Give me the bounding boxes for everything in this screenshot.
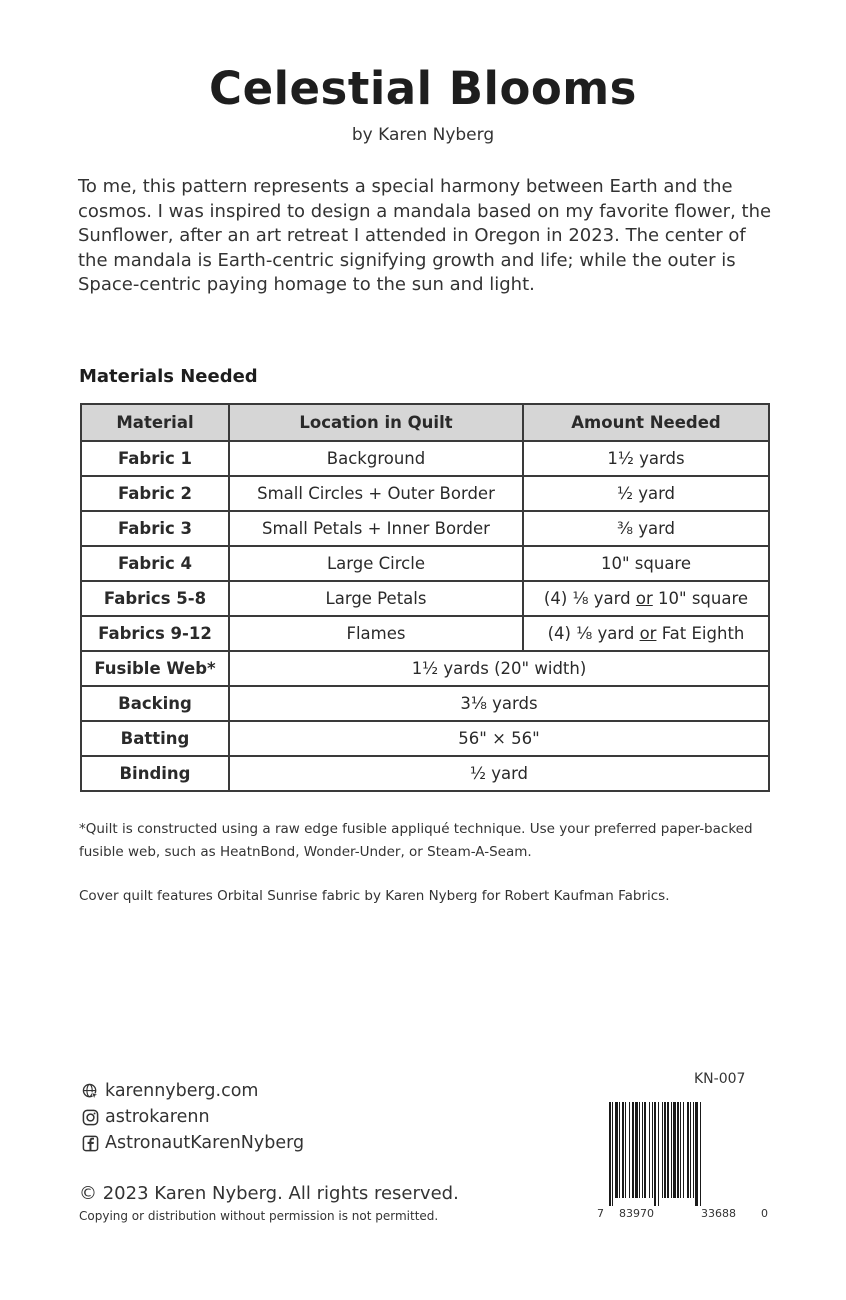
or-underlined: or (635, 589, 653, 608)
barcode-bar (609, 1102, 611, 1206)
barcode-bar (612, 1102, 613, 1206)
location-cell: Large Petals (229, 581, 523, 616)
table-row (81, 441, 769, 476)
barcode-bar (652, 1102, 653, 1198)
table-row (81, 651, 769, 686)
material-cell: Backing (81, 686, 229, 721)
copy-notice: Copying or distribution without permission is not permitted. (79, 1209, 439, 1223)
or-underlined: or (639, 624, 657, 643)
barcode-bar (693, 1102, 694, 1198)
table-row (81, 581, 769, 616)
facebook-icon (82, 1135, 99, 1152)
combined-cell: 1½ yards (20" width) (229, 651, 769, 686)
instagram-link[interactable] (82, 1104, 304, 1130)
combined-cell: 3⅛ yards (229, 686, 769, 721)
barcode-digit: 0 (761, 1207, 768, 1220)
table-row (81, 546, 769, 581)
amount-cell: 10" square (523, 546, 769, 581)
barcode-bar (667, 1102, 669, 1198)
facebook-text: AstronautKarenNyberg (105, 1133, 305, 1153)
intro-paragraph: To me, this pattern represents a special harmony between Earth and the cosmos. I was inspired to design a mandala based on my favorite flower, the Sunflower, after an art retreat I attended in Oregon in 2023. The center of the mandala is Earth-centric signifying growth and life; while the outer is Space-centric paying homage to the sun and light. (78, 176, 772, 295)
table-row (81, 756, 769, 791)
barcode-bar (671, 1102, 672, 1198)
barcode-bar (642, 1102, 643, 1198)
barcode-bar (687, 1102, 689, 1198)
instagram-text: astrokarenn (105, 1107, 210, 1127)
location-cell: Large Circle (229, 546, 523, 581)
table-row (81, 686, 769, 721)
barcode-bar (700, 1102, 701, 1206)
table-row (81, 476, 769, 511)
material-cell: Fabric 3 (81, 511, 229, 546)
social-links (82, 1078, 304, 1156)
materials-heading: Materials Needed (79, 366, 258, 387)
pattern-title: Celestial Blooms (209, 62, 637, 115)
material-cell: Fabric 2 (81, 476, 229, 511)
combined-cell: 56" × 56" (229, 721, 769, 756)
amount-cell: ½ yard (523, 476, 769, 511)
materials-table (80, 403, 770, 792)
table-row (81, 511, 769, 546)
amount-cell: 1½ yards (523, 441, 769, 476)
barcode-digit: 7 (597, 1207, 604, 1220)
material-cell: Binding (81, 756, 229, 791)
amount-text: 10" square (652, 589, 749, 608)
barcode-bar (639, 1102, 640, 1198)
material-cell: Batting (81, 721, 229, 756)
barcode-bar (662, 1102, 663, 1198)
barcode-bar (683, 1102, 684, 1198)
cover-note: Cover quilt features Orbital Sunrise fabric by Karen Nyberg for Robert Kaufman Fabrics. (79, 888, 670, 904)
location-cell: Small Petals + Inner Border (229, 511, 523, 546)
website-text: karennyberg.com (105, 1081, 259, 1101)
barcode-digit: 33688 (701, 1207, 736, 1220)
website-link[interactable] (82, 1078, 304, 1104)
barcode-bar (654, 1102, 656, 1206)
product-sku: KN-007 (694, 1071, 746, 1087)
amount-text: (4) ⅛ yard (543, 589, 636, 608)
author-byline: by Karen Nyberg (351, 125, 495, 145)
barcode-bar (649, 1102, 650, 1198)
material-cell: Fabric 1 (81, 441, 229, 476)
barcode-bar (658, 1102, 659, 1206)
material-cell: Fabrics 5-8 (81, 581, 229, 616)
barcode-bar (677, 1102, 679, 1198)
barcode-bar (632, 1102, 634, 1198)
barcode-bar (680, 1102, 681, 1198)
barcode-bar (615, 1102, 618, 1198)
barcode-bar (673, 1102, 676, 1198)
table-row (81, 616, 769, 651)
column-header: Amount Needed (523, 404, 769, 441)
instagram-icon (82, 1109, 99, 1126)
column-header: Material (81, 404, 229, 441)
barcode-bars (597, 1102, 769, 1206)
table-header-row (81, 404, 769, 441)
barcode-bar (644, 1102, 646, 1198)
barcode-bar (625, 1102, 626, 1198)
location-cell: Small Circles + Outer Border (229, 476, 523, 511)
amount-cell: ⅜ yard (523, 511, 769, 546)
amount-cell (523, 581, 769, 616)
barcode (597, 1102, 769, 1224)
barcode-bar (619, 1102, 620, 1198)
facebook-link[interactable] (82, 1130, 304, 1156)
barcode-digit: 83970 (619, 1207, 654, 1220)
barcode-bar (629, 1102, 630, 1198)
copyright: © 2023 Karen Nyberg. All rights reserved. (79, 1183, 459, 1204)
barcode-bar (695, 1102, 698, 1206)
location-cell: Background (229, 441, 523, 476)
barcode-bar (690, 1102, 691, 1198)
material-cell: Fusible Web* (81, 651, 229, 686)
table-row (81, 721, 769, 756)
material-cell: Fabric 4 (81, 546, 229, 581)
amount-text: Fat Eighth (656, 624, 745, 643)
footnote: *Quilt is constructed using a raw edge fusible appliqué technique. Use your preferred paper-backed fusible web, such as HeatnBond, Wonder-Under, or Steam-A-Seam. (79, 821, 753, 860)
globe-cursor-icon (82, 1083, 99, 1100)
barcode-bar (622, 1102, 624, 1198)
amount-cell (523, 616, 769, 651)
material-cell: Fabrics 9-12 (81, 616, 229, 651)
location-cell: Flames (229, 616, 523, 651)
barcode-bar (635, 1102, 638, 1198)
combined-cell: ½ yard (229, 756, 769, 791)
barcode-bar (664, 1102, 666, 1198)
column-header: Location in Quilt (229, 404, 523, 441)
amount-text: (4) ⅛ yard (547, 624, 640, 643)
